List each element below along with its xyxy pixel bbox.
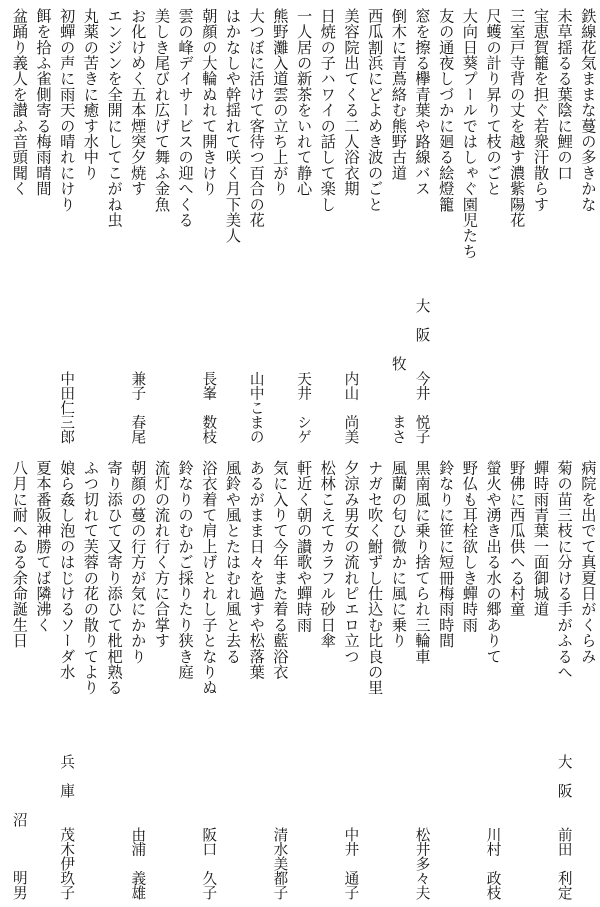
haiku-column [266,460,290,900]
haiku-verse: 大向日葵プールではしゃぐ園児たち [460,8,479,260]
author-name: 中井 通子 [342,827,360,900]
haiku-verse: ふつ切れて芙蓉の花の散りてより [81,460,100,696]
haiku-column [314,460,338,900]
haiku-column [574,460,598,900]
haiku-verse: 風鈴や風とたはむれ風と去る [224,460,242,665]
haiku-column [337,8,361,444]
haiku-verse: 黒南風に乗り捨てられ三輪車 [413,460,432,665]
haiku-verse: 菊の苗三枝に分ける手がふるへ [555,460,574,680]
haiku-verse: 倒木に青蔦絡む熊野古道 [389,8,408,181]
haiku-verse: 軒近く朝の讃歌や蟬時雨 [295,460,314,633]
haiku-column [53,8,77,444]
haiku-verse: 餌を拾ふ雀側寄る梅雨晴間 [34,8,53,197]
haiku-verse: 流灯の流れ行く方に合掌す [152,460,171,649]
haiku-column [432,8,456,444]
haiku-verse: 西瓜割浜にどよめき波のごと [366,8,385,213]
haiku-verse: 寄り添ひて又寄り添ひて枇杷熟る [105,460,124,696]
haiku-verse: 鈴なりのむかご採りたり狭き庭 [176,460,195,680]
author-name: 沼 明男 [10,812,28,900]
haiku-verse: 宝恵賀籠を担ぐ若衆汗散らす [531,8,550,213]
haiku-verse: 浴衣着て肩上げとれし子となりぬ [200,460,219,696]
haiku-verse: 雲の峰デイサービスの迎へくる [176,8,195,228]
haiku-column [456,8,480,444]
haiku-verse: 美容院出てくる二人浴衣期 [342,8,361,197]
haiku-column [385,8,409,444]
haiku-column [361,460,385,900]
author-name: 山中こまの [247,371,265,444]
haiku-column [290,8,314,444]
haiku-column [456,460,480,900]
author-name: 兵 庫 茂木伊玖子 [58,754,76,900]
haiku-column [243,460,267,900]
haiku-column [409,8,433,444]
haiku-column [219,8,243,444]
haiku-verse: 螢火や湧き出る水の郷ありて [484,460,503,665]
author-name: 松井多々夫 [413,827,431,900]
haiku-verse: 野佛に西瓜供へる村童 [508,460,527,617]
haiku-verse: 蟬時雨青葉一面御城道 [531,460,550,617]
haiku-verse: 朝顔の大輪ぬれて開きけり [200,8,219,197]
haiku-verse: 病院を出でて真夏日がくらみ [579,460,598,665]
haiku-verse: 三室戸寺背の丈を越す濃紫陽花 [508,8,527,228]
haiku-column [574,8,598,444]
author-name: 天井 シゲ [295,371,313,444]
haiku-verse: はかなしや幹揺れて咲く月下美人 [224,8,242,244]
author-name: 阪口 久子 [200,827,218,900]
author-name: 清水美都子 [271,827,289,900]
haiku-column [77,460,101,900]
haiku-column [503,8,527,444]
haiku-column [432,460,456,900]
author-name: 大 阪 今井 悦子 [413,298,431,444]
author-name: 兼子 春尾 [129,371,147,444]
author-name: 大 阪 前田 利定 [555,754,573,900]
haiku-column [480,8,504,444]
haiku-verse: エンジンを全開にしてこがね虫 [105,8,124,228]
author-name: 内山 尚美 [342,371,360,444]
haiku-column [195,460,219,900]
haiku-verse: 熊野灘入道雲の立ち上がり [271,8,290,197]
haiku-verse: お化けめく五本煙突夕焼す [129,8,148,197]
haiku-verse: 友の通夜しづかに廻る絵燈籠 [437,8,456,213]
haiku-verse: 日焼の子ハワイの話して楽し [318,8,337,213]
haiku-column [219,460,243,900]
haiku-column [124,8,148,444]
haiku-column [53,460,77,900]
haiku-column [30,8,54,444]
haiku-verse: 松林こえてカラフル砂日傘 [318,460,337,649]
haiku-column [6,8,30,444]
haiku-column [6,460,30,900]
haiku-verse: 美しき尾びれ広げて舞ふ金魚 [152,8,171,213]
haiku-column [266,8,290,444]
haiku-column [527,8,551,444]
haiku-verse: 野仏も耳栓欲しき蟬時雨 [460,460,479,633]
haiku-column [385,460,409,900]
haiku-column [551,8,575,444]
haiku-column [172,460,196,900]
haiku-column [243,8,267,444]
haiku-verse: 鉄線花気ままな蔓の多きかな [579,8,598,213]
haiku-verse: 八月に耐へゐる余命誕生日 [10,460,29,649]
haiku-verse: 大つぼに活けて客待つ百合の花 [247,8,266,228]
haiku-column [551,460,575,900]
haiku-column [480,460,504,900]
haiku-column [314,8,338,444]
haiku-column [101,8,125,444]
haiku-verse: 夕涼み男女の流れピエロ立つ [342,460,361,665]
haiku-verse: 初蟬の声に雨天の晴れにけり [58,8,77,213]
author-name: 中田仁三郎 [58,371,76,444]
author-name: 由浦 義雄 [129,827,147,900]
haiku-verse: あるがまま日々を過すや松落葉 [247,460,266,680]
haiku-column [503,460,527,900]
haiku-column [30,460,54,900]
haiku-column [148,460,172,900]
haiku-column [527,460,551,900]
haiku-column [290,460,314,900]
haiku-column [337,460,361,900]
author-name: 長峯 数枝 [200,371,218,444]
haiku-column [409,460,433,900]
haiku-column [77,8,101,444]
haiku-verse: ナガセ吹く鮒ずし仕込む比良の里 [366,460,385,696]
haiku-verse: 尺蠖の計り昇りて枝のごと [484,8,503,197]
top-haiku-section [6,8,598,444]
haiku-column [172,8,196,444]
haiku-verse: 風蘭の匂ひ微かに風に乗り [389,460,408,649]
haiku-verse: 夏本番阪神勝てば隣沸く [34,460,53,633]
haiku-verse: 盆踊り義人を讃ふ音頭聞く [10,8,29,197]
haiku-verse: 娘ら姦し泡のはじけるソーダ水 [58,460,77,680]
author-name: 牧 まさ [389,356,407,444]
haiku-verse: 窓を擦る欅青葉や路線バス [413,8,432,197]
haiku-verse: 未草揺るる葉陰に鯉の口 [555,8,574,181]
haiku-verse: 丸薬の苦きに癒す水中り [81,8,100,181]
haiku-column [148,8,172,444]
haiku-verse: 朝顔の蔓の行方が気にかかり [129,460,148,665]
author-name: 川村 政枝 [484,827,502,900]
haiku-column [124,460,148,900]
haiku-column [195,8,219,444]
haiku-column [361,8,385,444]
haiku-verse: 気に入りて今年また着る藍浴衣 [271,460,290,680]
haiku-verse: 鈴なりに笹に短冊梅雨時間 [437,460,456,649]
haiku-verse: 一人居の新茶をいれて静心 [295,8,314,197]
haiku-column [101,460,125,900]
bottom-haiku-section [6,460,598,900]
